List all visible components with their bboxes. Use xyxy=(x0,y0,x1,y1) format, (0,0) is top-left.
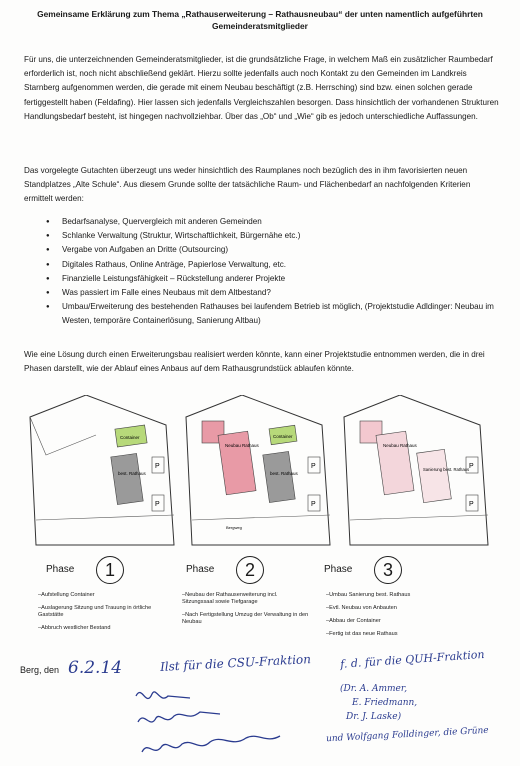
handwritten-name: und Wolfgang Folldinger, die Grüne xyxy=(325,725,489,745)
site-plan-phase-1 xyxy=(30,395,174,545)
parking-label: P xyxy=(469,463,474,470)
list-item: ● Was passiert im Falle eines Neubaus mit dem Altbestand? xyxy=(46,286,501,300)
parking-label: P xyxy=(311,501,316,508)
handwritten-qum-note: f. d. für die QUH-Fraktion xyxy=(339,647,485,671)
site-plan-phase-3 xyxy=(344,395,488,545)
criteria-list xyxy=(46,215,501,329)
paragraph-2: Das vorgelegte Gutachten überzeugt uns weder hinsichtlich des Raumplanes noch bezüglich des in ihm favorisierten neuen Standplatzes „Alte Schule“. Aus diesem Grunde sollte der tatsächliche Raum- und Flächenbedarf an nachfolgenden Kriterien ermittelt werden: xyxy=(24,166,471,204)
date-value: 6.2.14 xyxy=(68,658,123,678)
list-item: ● Umbau/Erweiterung des bestehenden Rathauses bei laufendem Betrieb ist möglich, (Projektstudie Adldinger: Neubau im Westen, temporäre Containerlösung, Sanierung Altbau) xyxy=(46,300,501,328)
list-item: ● Finanzielle Leistungsfähigkeit – Rückstellung anderer Projekte xyxy=(46,272,501,286)
parking-label: P xyxy=(155,501,160,508)
paragraph-1: Für uns, die unterzeichnenden Gemeinderatsmitglieder, ist die grundsätzliche Frage, in welchem Maß ein zusätzlicher Raumbedarf erforderlich ist, noch nicht abschließend geklärt. Hierzu sollte jedenfalls auch noch Kontakt zu den Gemeinden im Landkreis Starnberg aufgenommen werden, die gerade mit einem Neubau beschäftigt (z.B. Herrsching) sind bzw. einen solchen gerade fertiggestellt haben (Feldafing). Hier lassen sich jedenfalls Vergleichszahlen besorgen. Dass hinsichtlich der vorhandenen Strukturen Handlungsbedarf besteht, ist hingegen nachvollziehbar. Über das „Ob“ und „Wie“ gib es jedoch unterschiedliche Auffassungen. xyxy=(24,55,499,121)
list-item: ● Digitales Rathaus, Online Anträge, Papierlose Verwaltung, etc. xyxy=(46,258,501,272)
container-label: Container xyxy=(120,435,140,440)
date-label: Berg, den xyxy=(20,665,60,675)
list-item: –Auslagerung Sitzung und Trauung in örtliche Gaststätte xyxy=(38,605,152,618)
document-title: Gemeinsame Erklärung zum Thema „Rathauserweiterung – Rathausneubau“ der unten namentlich aufgeführten Gemeinderatsmitglieder xyxy=(37,9,483,31)
parking-label: P xyxy=(469,501,474,508)
list-item: ● Bedarfsanalyse, Quervergleich mit anderen Gemeinden xyxy=(46,215,501,229)
site-plan-diagrams xyxy=(26,395,496,555)
existing-building-label: best. Rathaus xyxy=(270,471,298,476)
list-item: –Abbruch westlicher Bestand xyxy=(38,625,111,631)
phase-1-steps xyxy=(38,592,158,638)
list-item: –Umbau Sanierung best. Rathaus xyxy=(326,592,411,598)
handwritten-name: E. Friedmann, xyxy=(352,698,418,708)
phase-3-steps xyxy=(326,592,456,644)
parking-label: P xyxy=(155,463,160,470)
handwritten-signatures xyxy=(130,682,330,766)
list-item: –Nach Fertigstellung Umzug der Verwaltung in den Neubau xyxy=(182,612,309,625)
phase-2-steps xyxy=(182,592,310,632)
existing-building-label: best. Rathaus xyxy=(118,471,146,476)
list-item: –Aufstellung Container xyxy=(38,592,95,598)
list-item: –Evtl. Neubau von Anbauten xyxy=(326,605,397,611)
renovation-label: Sanierung best. Rathaus xyxy=(423,467,470,472)
new-building-label: Neubau Rathaus xyxy=(383,443,417,448)
phase-number-circle: 2 xyxy=(236,556,264,584)
list-item: ● Vergabe von Aufgaben an Dritte (Outsourcing) xyxy=(46,243,501,257)
site-plan-phase-2 xyxy=(186,395,330,545)
list-item: –Abbau der Container xyxy=(326,618,381,624)
document-page: Gemeinsame Erklärung zum Thema „Rathauserweiterung – Rathausneubau“ der unten namentlich aufgeführten Gemeinderatsmitglieder Für uns, die unterzeichnenden Gemeinderatsmitglieder, ist die grundsätzliche Frage, in welchem Maß ein zusätzlicher Raumbedarf erforderlich ist, noch nicht abschließend geklärt. Hierzu sollte jedenfalls auch noch Kontakt zu den Gemeinden im Landkreis Starnberg aufgenommen werden, die gerade mit einem Neubau beschäftigt (z.B. Herrsching) sind bzw. einen solchen gerade fertiggestellt haben (Feldafing). Hier lassen sich jedenfalls Vergleichszahlen besorgen. Dass hinsichtlich der vorhandenen Strukturen Handlungsbedarf besteht, ist hingegen nachvollziehbar. Über das „Ob“ und „Wie“ gib es jedoch unterschiedliche Auffassungen. Das vorgelegte Gutachten überzeugt uns weder hinsichtlich des Raumplanes noch bezüglich des in ihm favorisierten neuen Standplatzes „Alte Schule“. Aus diesem Grunde sollte der tatsächliche Raum- und Flächenbedarf an nachfolgenden Kriterien ermittelt werden: ● Bedarfsanalyse, Quervergleich mit anderen Gemeinden ● Schlanke Verwaltung (Struktur, Wirtschaftlichkeit, Bürgernähe etc.) ● Vergabe von Aufgaben an Dritte (Outsourcing) ● Digitales Rathaus, Online Anträge, Papierlose Verwaltung, etc. ● Finanzielle Leistungsfähigkeit – Rückstellung anderer Projekte ● Was passiert im Falle eines Neubaus mit dem Altbestand? ● Umbau/Erweiterung des bestehenden Rathauses bei laufendem Betrieb ist möglich, (Projektstudie Adldinger: Neubau im Westen, temporäre Containerlösung, Sanierung Altbau) Wie eine Lösung durch einen Erweiterungsbau realisiert werden könnte, kann einer Projektstudie entnommen werden, die in drei Phasen darstellt, wie der Ablauf eines Anbaus auf dem Rathausgrundstück ablaufen könnte. Container best. Rathaus P P Neubau Rathaus Container best. Rathaus Bergweg P P Neubau Rathaus Sanierung best. Rathaus P P Phase 1 Phase 2 Phase 3 –Aufstellung Container –Auslagerung Sitzung und Trauung in örtliche Gaststätte –Abbruch westlicher Bestand –Neubau der Rathauserweiterung incl. Sitzungssaal sowie Tiefgarage –Nach Fertigstellung Umzug der Verwaltung in den Neubau –Umbau Sanierung best. Rathaus –Evtl. Neubau von Anbauten –Abbau der Container –Fertig ist das neue Rathaus Berg, den 6.2.14 Ilst für die CSU-Fraktion f. d. für die QUH-Fraktion (Dr. A. Ammer, E. Friedmann, Dr. J. Laske) und Wolfgang Folldinger, die Grüne xyxy=(0,0,520,766)
new-building-label: Neubau Rathaus xyxy=(225,443,259,448)
paragraph-3: Wie eine Lösung durch einen Erweiterungsbau realisiert werden könnte, kann einer Projektstudie entnommen werden, die in drei Phasen darstellt, wie der Ablauf eines Anbaus auf dem Rathausgrundstück ablaufen könnte. xyxy=(24,350,485,374)
phase-number-circle: 1 xyxy=(96,556,124,584)
container-label: Container xyxy=(273,434,293,439)
handwritten-name: (Dr. A. Ammer, xyxy=(340,684,408,694)
handwritten-csu-note: Ilst für die CSU-Fraktion xyxy=(159,652,312,674)
phase-number-circle: 3 xyxy=(374,556,402,584)
list-item: –Fertig ist das neue Rathaus xyxy=(326,631,398,637)
road-label: Bergweg xyxy=(226,525,242,530)
list-item: –Neubau der Rathauserweiterung incl. Sitzungssaal sowie Tiefgarage xyxy=(182,592,278,605)
list-item: ● Schlanke Verwaltung (Struktur, Wirtschaftlichkeit, Bürgernähe etc.) xyxy=(46,229,501,243)
handwritten-name: Dr. J. Laske) xyxy=(346,712,402,722)
parking-label: P xyxy=(311,463,316,470)
